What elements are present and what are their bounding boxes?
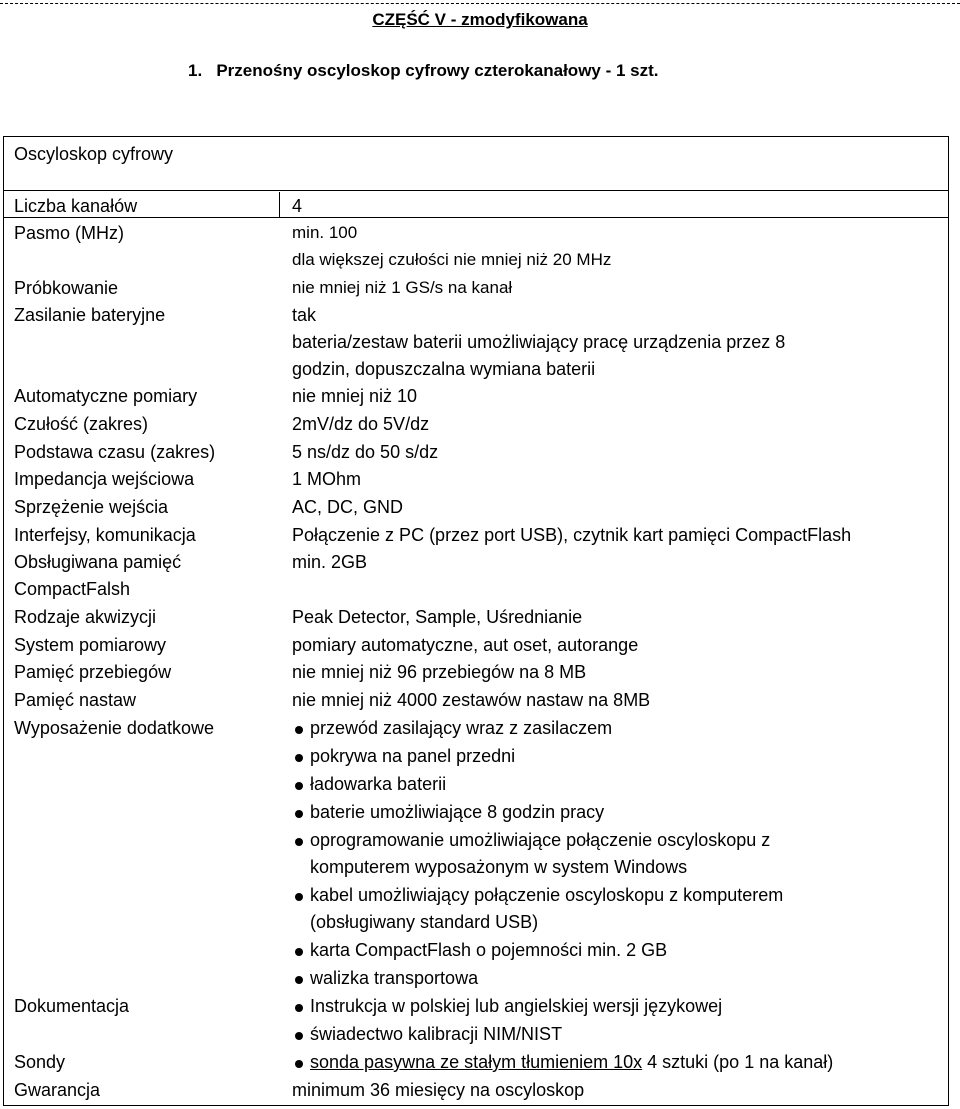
label-acquisition: Rodzaje akwizycji: [14, 607, 157, 627]
probes-quantity: 4 sztuki (po 1 na kanał): [642, 1052, 834, 1072]
accessory-item-continuation: (obsługiwany standard USB): [310, 912, 539, 932]
accessory-item: oprogramowanie umożliwiające połączenie oscyloskopu z: [310, 830, 771, 850]
label-bandwidth: Pasmo (MHz): [14, 223, 125, 243]
label-memory: Obsługiwana pamięć: [14, 552, 182, 572]
label-setup-memory: Pamięć nastaw: [14, 690, 137, 710]
value-acquisition: Peak Detector, Sample, Uśrednianie: [292, 607, 583, 627]
documentation-item: Instrukcja w polskiej lub angielskiej wersji językowej: [310, 996, 723, 1016]
value-coupling: AC, DC, GND: [292, 497, 404, 517]
probes-item: [310, 1051, 833, 1073]
label-memory-2: CompactFalsh: [14, 579, 131, 599]
accessory-item-continuation: komputerem wyposażonym w system Windows: [310, 857, 688, 877]
accessory-item: pokrywa na panel przedni: [310, 746, 516, 766]
table-column-divider: [279, 192, 280, 218]
item-heading: 1. Przenośny oscyloskop cyfrowy czterokanałowy - 1 szt.: [188, 61, 659, 80]
spec-table: [3, 136, 949, 1106]
bullet-icon: [295, 810, 303, 818]
value-setup-memory: nie mniej niż 4000 zestawów nastaw na 8MB: [292, 690, 651, 710]
accessory-item: baterie umożliwiające 8 godzin pracy: [310, 802, 605, 822]
label-timebase: Podstawa czasu (zakres): [14, 442, 216, 462]
value-battery: tak: [292, 305, 317, 325]
value-bandwidth: min. 100: [292, 223, 358, 242]
bullet-icon: [295, 726, 303, 734]
value-bandwidth-note: dla większej czułości nie mniej niż 20 MHz: [292, 250, 612, 269]
value-waveform-memory: nie mniej niż 96 przebiegów na 8 MB: [292, 662, 587, 682]
bullet-icon: [295, 893, 303, 901]
bullet-icon: [295, 1032, 303, 1040]
table-divider: [4, 190, 948, 191]
label-probes: Sondy: [14, 1052, 66, 1072]
label-battery: Zasilanie bateryjne: [14, 305, 166, 325]
section-heading: CZĘŚĆ V - zmodyfikowana: [372, 10, 588, 29]
label-waveform-memory: Pamięć przebiegów: [14, 662, 172, 682]
accessory-item: kabel umożliwiający połączenie oscyloskopu z komputerem: [310, 885, 784, 905]
documentation-item: świadectwo kalibracji NIM/NIST: [310, 1024, 563, 1044]
bullet-icon: [295, 754, 303, 762]
accessory-item: karta CompactFlash o pojemności min. 2 GB: [310, 940, 668, 960]
accessory-item: ładowarka baterii: [310, 774, 447, 794]
bullet-icon: [295, 948, 303, 956]
label-sampling: Próbkowanie: [14, 278, 119, 298]
bullet-icon: [295, 782, 303, 790]
bullet-icon: [295, 1004, 303, 1012]
value-channels: 4: [292, 196, 303, 216]
value-auto-measurements: nie mniej niż 10: [292, 386, 418, 406]
value-impedance: 1 MOhm: [292, 469, 362, 489]
label-coupling: Sprzężenie wejścia: [14, 497, 169, 517]
label-interfaces: Interfejsy, komunikacja: [14, 525, 196, 545]
value-sensitivity: 2mV/dz do 5V/dz: [292, 414, 430, 434]
top-dashed-line: [0, 3, 960, 4]
value-memory: min. 2GB: [292, 552, 368, 572]
value-warranty: minimum 36 miesięcy na oscyloskop: [292, 1080, 585, 1100]
label-measurement-system: System pomiarowy: [14, 635, 167, 655]
accessory-item: walizka transportowa: [310, 968, 479, 988]
bullet-icon: [295, 976, 303, 984]
value-timebase: 5 ns/dz do 50 s/dz: [292, 442, 439, 462]
label-auto-measurements: Automatyczne pomiary: [14, 386, 198, 406]
label-warranty: Gwarancja: [14, 1080, 101, 1100]
label-sensitivity: Czułość (zakres): [14, 414, 149, 434]
value-measurement-system: pomiary automatyczne, aut oset, autorange: [292, 635, 639, 655]
label-impedance: Impedancja wejściowa: [14, 469, 195, 489]
label-documentation: Dokumentacja: [14, 996, 130, 1016]
label-accessories: Wyposażenie dodatkowe: [14, 718, 214, 738]
probes-type: sonda pasywna ze stałym tłumieniem 10x: [310, 1052, 643, 1072]
bullet-icon: [295, 838, 303, 846]
accessory-item: przewód zasilający wraz z zasilaczem: [310, 718, 613, 738]
value-interfaces: Połączenie z PC (przez port USB), czytnik kart pamięci CompactFlash: [292, 525, 852, 545]
table-title: Oscyloskop cyfrowy: [14, 144, 174, 164]
value-battery-note: bateria/zestaw baterii umożliwiający pracę urządzenia przez 8: [292, 332, 786, 352]
value-sampling: nie mniej niż 1 GS/s na kanał: [292, 278, 513, 297]
label-channels: Liczba kanałów: [14, 196, 138, 216]
table-divider: [4, 217, 948, 218]
value-battery-note-2: godzin, dopuszczalna wymiana baterii: [292, 359, 596, 379]
bullet-icon: [295, 1060, 303, 1068]
